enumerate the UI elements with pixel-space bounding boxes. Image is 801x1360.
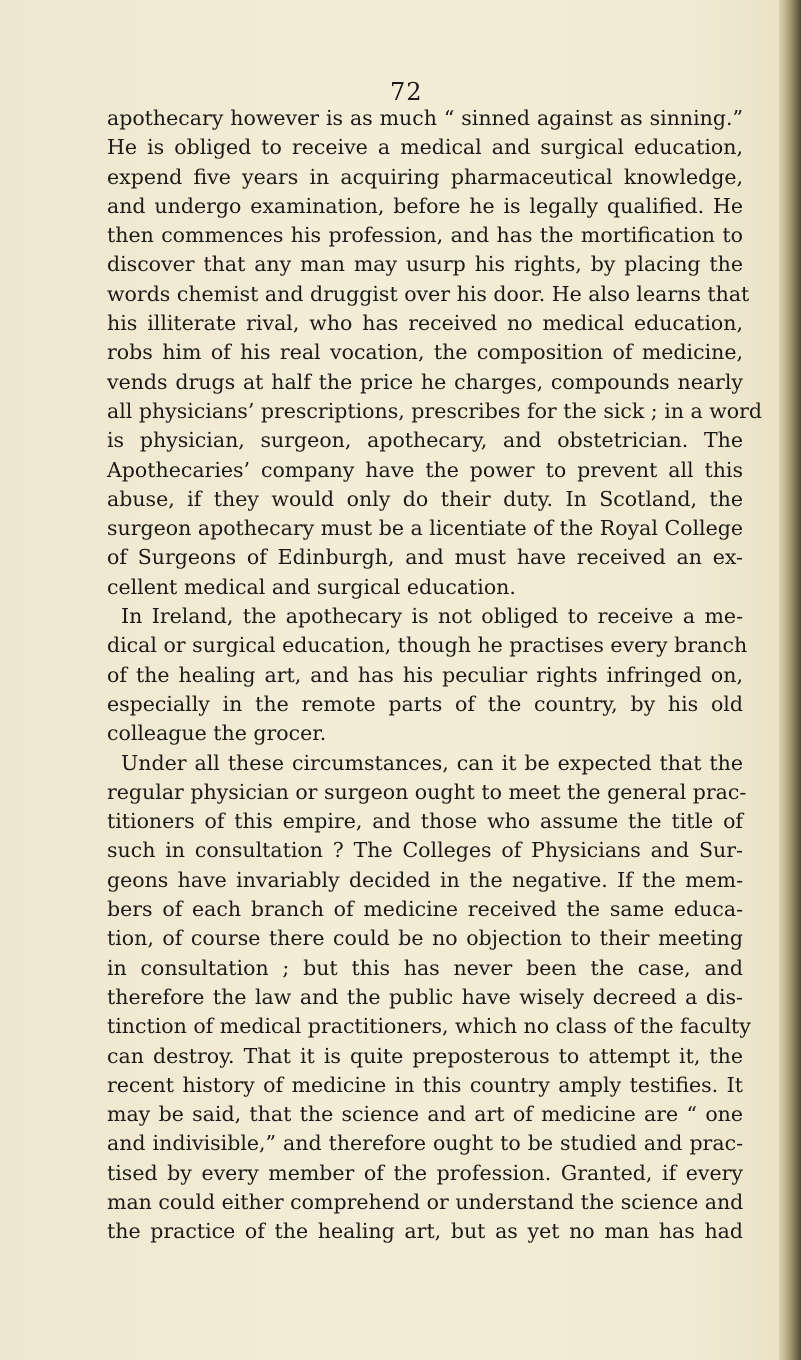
page-edge <box>779 0 801 1360</box>
text-line: In Ireland, the apothecary is not obliged to receive a me- <box>121 604 743 629</box>
text-line: man could either comprehend or understand the science and <box>107 1189 744 1214</box>
text-line: words chemist and druggist over his door. He also learns that <box>107 281 750 306</box>
text-line: expend five years in acquiring pharmaceutical knowledge, <box>107 164 743 189</box>
text-line: surgeon apothecary must be a licentiate of the Royal College <box>107 516 743 541</box>
text-line: such in consultation ? The Colleges of Physicians and Sur- <box>107 838 743 863</box>
text-line: regular physician or surgeon ought to meet the general prac- <box>107 779 747 804</box>
page-number: 72 <box>390 78 423 106</box>
text-line: all physicians’ prescriptions, prescribes for the sick ; in a word <box>107 398 763 423</box>
text-line: He is obliged to receive a medical and surgical education, <box>107 135 743 160</box>
text-line: Apothecaries’ company have the power to prevent all this <box>107 457 743 482</box>
text-line: colleague the grocer. <box>107 721 327 746</box>
text-line: may be said, that the science and art of medicine are “ one <box>107 1102 743 1127</box>
text-line: robs him of his real vocation, the composition of medicine, <box>107 340 743 365</box>
text-line: discover that any man may usurp his rights, by placing the <box>107 252 743 277</box>
text-line: tion, of course there could be no objection to their meeting <box>107 926 743 951</box>
text-line: recent history of medicine in this country amply testifies. It <box>107 1072 743 1097</box>
text-line: cellent medical and surgical education. <box>107 574 516 599</box>
text-line: geons have invariably decided in the negative. If the mem- <box>107 867 743 892</box>
text-line: of Surgeons of Edinburgh, and must have received an ex- <box>107 545 743 570</box>
text-line: especially in the remote parts of the country, by his old <box>107 691 743 716</box>
text-line: Under all these circumstances, can it be expected that the <box>121 750 743 775</box>
text-line: abuse, if they would only do their duty. In Scotland, the <box>107 486 743 511</box>
text-line: bers of each branch of medicine received the same educa- <box>107 897 743 922</box>
text-line: therefore the law and the public have wisely decreed a dis- <box>107 984 743 1009</box>
body-text <box>107 104 763 1247</box>
text-line: is physician, surgeon, apothecary, and obstetrician. The <box>107 428 743 453</box>
text-line: apothecary however is as much “ sinned against as sinning.” <box>107 106 743 130</box>
text-line: titioners of this empire, and those who assume the title of <box>107 809 743 834</box>
text-line: the practice of the healing art, but as yet no man has had <box>107 1219 743 1244</box>
text-line: of the healing art, and has his peculiar rights infringed on, <box>107 662 743 687</box>
text-line: then commences his profession, and has the mortification to <box>107 223 743 248</box>
text-line: and undergo examination, before he is legally qualified. He <box>107 193 743 218</box>
text-line: tinction of medical practitioners, which no class of the faculty <box>107 1014 751 1039</box>
text-line: dical or surgical education, though he practises every branch <box>107 633 748 658</box>
text-line: in consultation ; but this has never been the case, and <box>107 955 743 980</box>
text-line: his illiterate rival, who has received no medical education, <box>107 311 743 336</box>
text-line: vends drugs at half the price he charges, compounds nearly <box>107 369 743 394</box>
text-line: tised by every member of the profession. Granted, if every <box>107 1160 743 1185</box>
text-line: and indivisible,” and therefore ought to be studied and prac- <box>107 1131 743 1156</box>
text-line: can destroy. That it is quite preposterous to attempt it, the <box>107 1043 743 1068</box>
